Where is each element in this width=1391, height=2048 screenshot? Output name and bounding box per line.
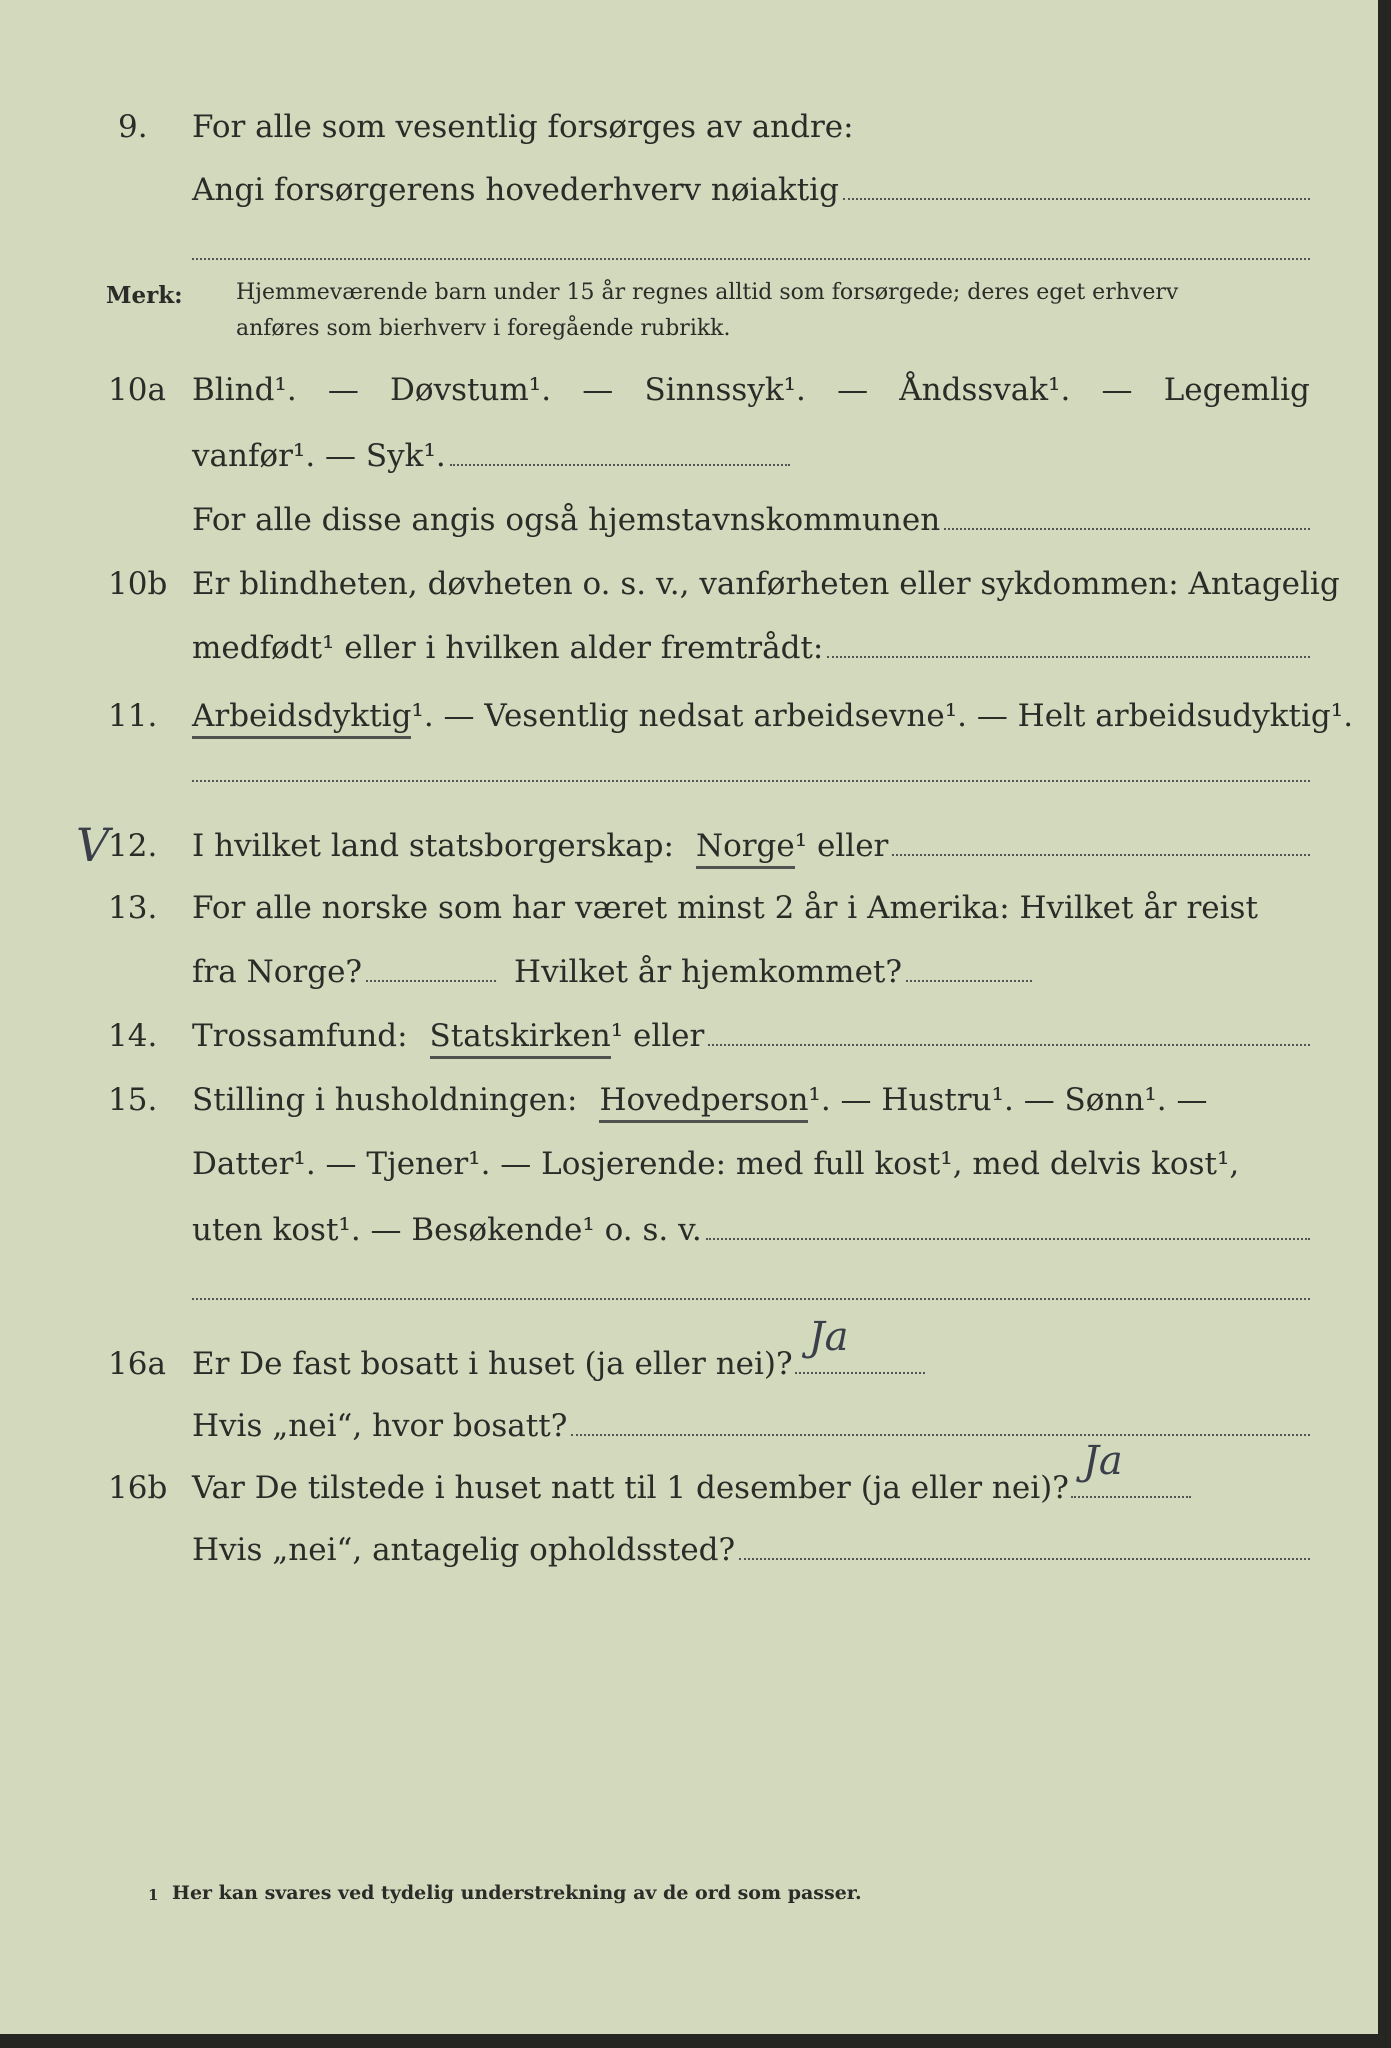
q10a-number: 10a [108,372,166,408]
q11-line [192,698,1354,734]
q13-line-1: For alle norske som har været minst 2 år i Amerika: Hvilket år reist [192,890,1258,926]
q13-row-1 [0,884,1391,936]
q10b-line-1: Er blindheten, døvheten o. s. v., vanførheten eller sykdommen: Antagelig [192,566,1340,602]
q10a-item-legemlig: Legemlig [1163,372,1310,408]
q9-blank-line[interactable] [192,258,1310,260]
q16b-question: Var De tilstede i huset natt til 1 desember (ja eller nei)? [192,1470,1069,1506]
q10a-line-3: For alle disse angis også hjemstavnskommunen [192,502,941,538]
q15-row-3 [0,1206,1391,1258]
q16b-row-2 [0,1526,1391,1578]
q16a-bosatt-field[interactable] [571,1412,1310,1436]
q14-before: Trossamfund: [192,1018,408,1054]
q14-number: 14. [108,1018,158,1054]
merk-label: Merk: [106,282,183,309]
q13-number: 13. [108,890,158,926]
q10b-row-2 [0,624,1391,676]
q10a-line-1 [192,372,1310,408]
q15-line-1-after: ¹. — Hustru¹. — Sønn¹. — [808,1082,1208,1118]
q11-underlined-answer: Arbeidsdyktig [192,698,411,739]
q16b-line-2-wrap [192,1532,1310,1568]
q10a-item-sinnssyk: Sinnssyk¹. [644,372,806,408]
q13-row-2 [0,948,1391,1000]
q9-line-2-wrap [192,172,1310,208]
q15-row-2 [0,1140,1391,1192]
q10a-line-2-wrap [192,438,1310,474]
q16b-answer-field[interactable] [1071,1438,1191,1498]
q15-line-2: Datter¹. — Tjener¹. — Losjerende: med full kost¹, med delvis kost¹, [192,1146,1240,1182]
q16b-handwritten-answer: Ja [1082,1438,1123,1484]
q13-line-2b: Hvilket år hjemkommet? [514,954,903,990]
q12-underlined-answer: Norge [696,828,795,869]
q16b-number: 16b [108,1470,168,1506]
q15-number: 15. [108,1082,158,1118]
q10a-row-3 [0,496,1391,548]
q16a-number: 16a [108,1346,166,1382]
q16a-line-1 [192,1314,1310,1382]
q9-row-1 [0,103,1391,155]
q13-line-2a: fra Norge? [192,954,363,990]
q14-other-field[interactable] [708,1022,1310,1046]
q9-line-1: For alle som vesentlig forsørges av andre: [192,109,854,145]
q15-osv-field[interactable] [706,1216,1310,1240]
q10a-dash: — [582,372,614,408]
q11-blank-line[interactable] [192,780,1310,782]
q15-line-1 [192,1082,1310,1123]
q9-number: 9. [118,109,148,145]
scan-edge-bottom [0,2034,1391,2048]
q15-row-1 [0,1076,1391,1128]
q13-reist-field[interactable] [366,958,496,982]
q10a-dash: — [837,372,869,408]
q15-blank-line[interactable] [192,1298,1310,1300]
q14-after: ¹ eller [610,1018,705,1054]
q9-answer-field[interactable] [843,176,1310,200]
q16a-row-2 [0,1402,1391,1454]
q10a-kommune-field[interactable] [944,506,1310,530]
q16a-line-2: Hvis „nei“, hvor bosatt? [192,1408,568,1444]
footnote-mark: 1 [148,1886,159,1904]
q16a-handwritten-answer: Ja [808,1314,849,1360]
merk-line-1: Hjemmeværende barn under 15 år regnes alltid som forsørgede; deres eget erhverv [236,280,1179,305]
q9-row-2 [0,166,1391,218]
q10a-dash: — [327,372,359,408]
q16b-opholdssted-field[interactable] [739,1536,1310,1560]
q16a-row-1 [0,1314,1391,1392]
q16a-question: Er De fast bosatt i huset (ja eller nei)? [192,1346,793,1382]
q16a-answer-field[interactable] [795,1314,925,1374]
q11-rest: ¹. — Vesentlig nedsat arbeidsevne¹. — Helt arbeidsudyktig¹. [411,698,1354,734]
q10a-syk-field[interactable] [450,442,790,466]
q15-line-3: uten kost¹. — Besøkende¹ o. s. v. [192,1212,702,1248]
q16a-line-2-wrap [192,1408,1310,1444]
q15-line-3-wrap [192,1212,1310,1248]
q14-underlined-answer: Statskirken [430,1018,611,1059]
q10a-line-2: vanfør¹. — Syk¹. [192,438,446,474]
q10a-item-andssvak: Åndssvak¹. [899,372,1071,408]
q14-row [0,1012,1391,1064]
q16b-row-1 [0,1438,1391,1516]
q16b-line-1 [192,1438,1310,1506]
merk-line-2: anføres som bierhverv i foregående rubrikk. [236,316,731,341]
q10b-number: 10b [108,566,168,602]
q11-number: 11. [108,698,158,734]
q16b-line-2: Hvis „nei“, antagelig opholdssted? [192,1532,736,1568]
q12-before: I hvilket land statsborgerskap: [192,828,674,864]
q11-row [0,692,1391,744]
q9-line-2: Angi forsørgerens hovederhverv nøiaktig [192,172,839,208]
footnote-text: Her kan svares ved tydelig understrekning av de ord som passer. [172,1882,862,1904]
q10a-item-dovstum: Døvstum¹. [390,372,552,408]
q15-line-1-before: Stilling i husholdningen: [192,1082,578,1118]
q10a-row-2 [0,432,1391,484]
q12-check-mark: V [76,818,110,872]
q12-after: ¹ eller [794,828,889,864]
q10b-line-2: medfødt¹ eller i hvilken alder fremtrådt: [192,630,824,666]
q10b-row-1 [0,560,1391,612]
q10a-line-3-wrap [192,502,1310,538]
q14-line [192,1018,1310,1059]
q12-other-field[interactable] [892,832,1310,856]
q10a-item-blind: Blind¹. [192,372,297,408]
q15-underlined-answer: Hovedperson [599,1082,808,1123]
q12-row [0,818,1391,874]
q13-line-2 [192,954,1310,990]
q13-hjemkommet-field[interactable] [906,958,1032,982]
q12-number: 12. [108,828,158,864]
q12-line [192,828,1310,869]
q10b-line-2-wrap [192,630,1310,666]
q10a-dash: — [1101,372,1133,408]
q10b-alder-field[interactable] [827,634,1310,658]
q10a-row-1 [0,366,1391,418]
